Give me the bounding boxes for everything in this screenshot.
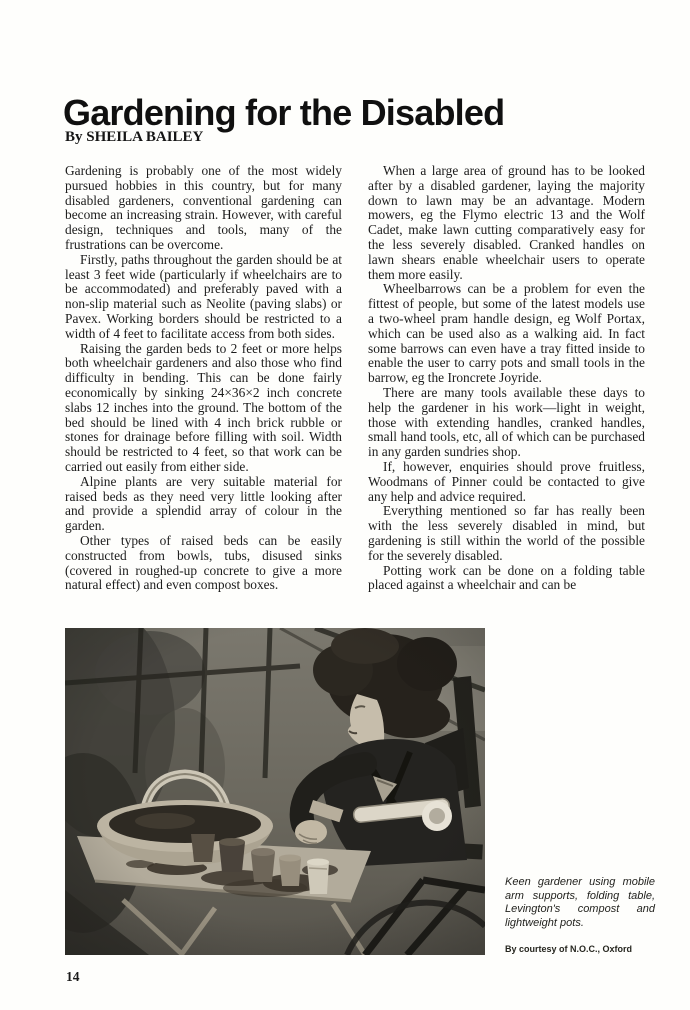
right-column: [368, 164, 645, 593]
paragraph: Wheelbarrows can be a problem for even the fittest of people, but some of the latest models use a two-wheel pram handle design, eg Wolf Portax, which can be used also as a walking aid. In fact some barrows can even have a tray fitted inside to enable the user to carry pots and small tools in the barrow, eg the Ironcrete Joyride.: [368, 281, 645, 386]
paragraph: When a large area of ground has to be looked after by a disabled gardener, laying the majority down to lawn may be an advantage. Modern mowers, eg the Flymo electric 13 and the Wolf Cadet, make lawn cutting comparatively easy for the less severely disabled. Cranked handles on lawn shears enable wheelchair users to operate them more easily.: [368, 163, 645, 282]
page-number: 14: [66, 969, 80, 984]
paragraph: There are many tools available these days to help the gardener in his work—light in weight, those with extending handles, cranked handles, small hand tools, etc, all of which can be purchased in any garden sundries shop.: [368, 384, 645, 460]
paragraph: Firstly, paths throughout the garden should be at least 3 feet wide (particularly if wheelchairs are to be accommodated) and preferably paved with a non-slip material such as Neolite (paving slabs) or Pavex. Working borders should be restricted to a width of 4 feet to facilitate access from both sides.: [65, 251, 342, 341]
paragraph: Raising the garden beds to 2 feet or more helps both wheelchair gardeners and also those who find difficulty in bending. This can be done fairly economically by sinking 24×36×2 inch concrete slabs 12 inches into the ground. The bottom of the bed should be lined with 4 inch brick rubble or stones for drainage before filling with soil. Width should be restricted to 4 feet, so that work can be carried out easily from either side.: [65, 340, 342, 474]
photo-gardener: [65, 628, 485, 955]
paragraph: Potting work can be done on a folding table placed against a wheelchair and can be: [368, 562, 645, 593]
paragraph: Everything mentioned so far has really been with the less severely disabled in mind, but gardening is still within the world of the possible for the severely disabled.: [368, 503, 645, 563]
page-title: Gardening for the Disabled: [63, 92, 505, 134]
byline: By SHEILA BAILEY: [65, 129, 204, 145]
photo-illustration: [65, 628, 485, 955]
article-body: [65, 164, 645, 593]
paragraph: Other types of raised beds can be easily constructed from bowls, tubs, disused sinks (covered in roughed-up concrete to give a more natural effect) and even compost boxes.: [65, 532, 342, 593]
photo-caption: Keen gardener using mobile arm supports, folding table, Levington's compost and lightweight pots.: [505, 876, 655, 929]
photo-credit: By courtesy of N.O.C., Oxford: [505, 944, 633, 954]
paragraph: Alpine plants are very suitable material for raised beds as they need very little looking after and provide a splendid array of colour in the garden.: [65, 473, 342, 534]
left-column: [65, 164, 342, 593]
paragraph: Gardening is probably one of the most widely pursued hobbies in this country, but for many disabled gardeners, conventional gardening can become an increasing strain. However, with careful design, techniques and tools, many of the frustrations can be overcome.: [65, 163, 342, 252]
paragraph: If, however, enquiries should prove fruitless, Woodmans of Pinner could be contacted to give any help and advice required.: [368, 458, 645, 504]
